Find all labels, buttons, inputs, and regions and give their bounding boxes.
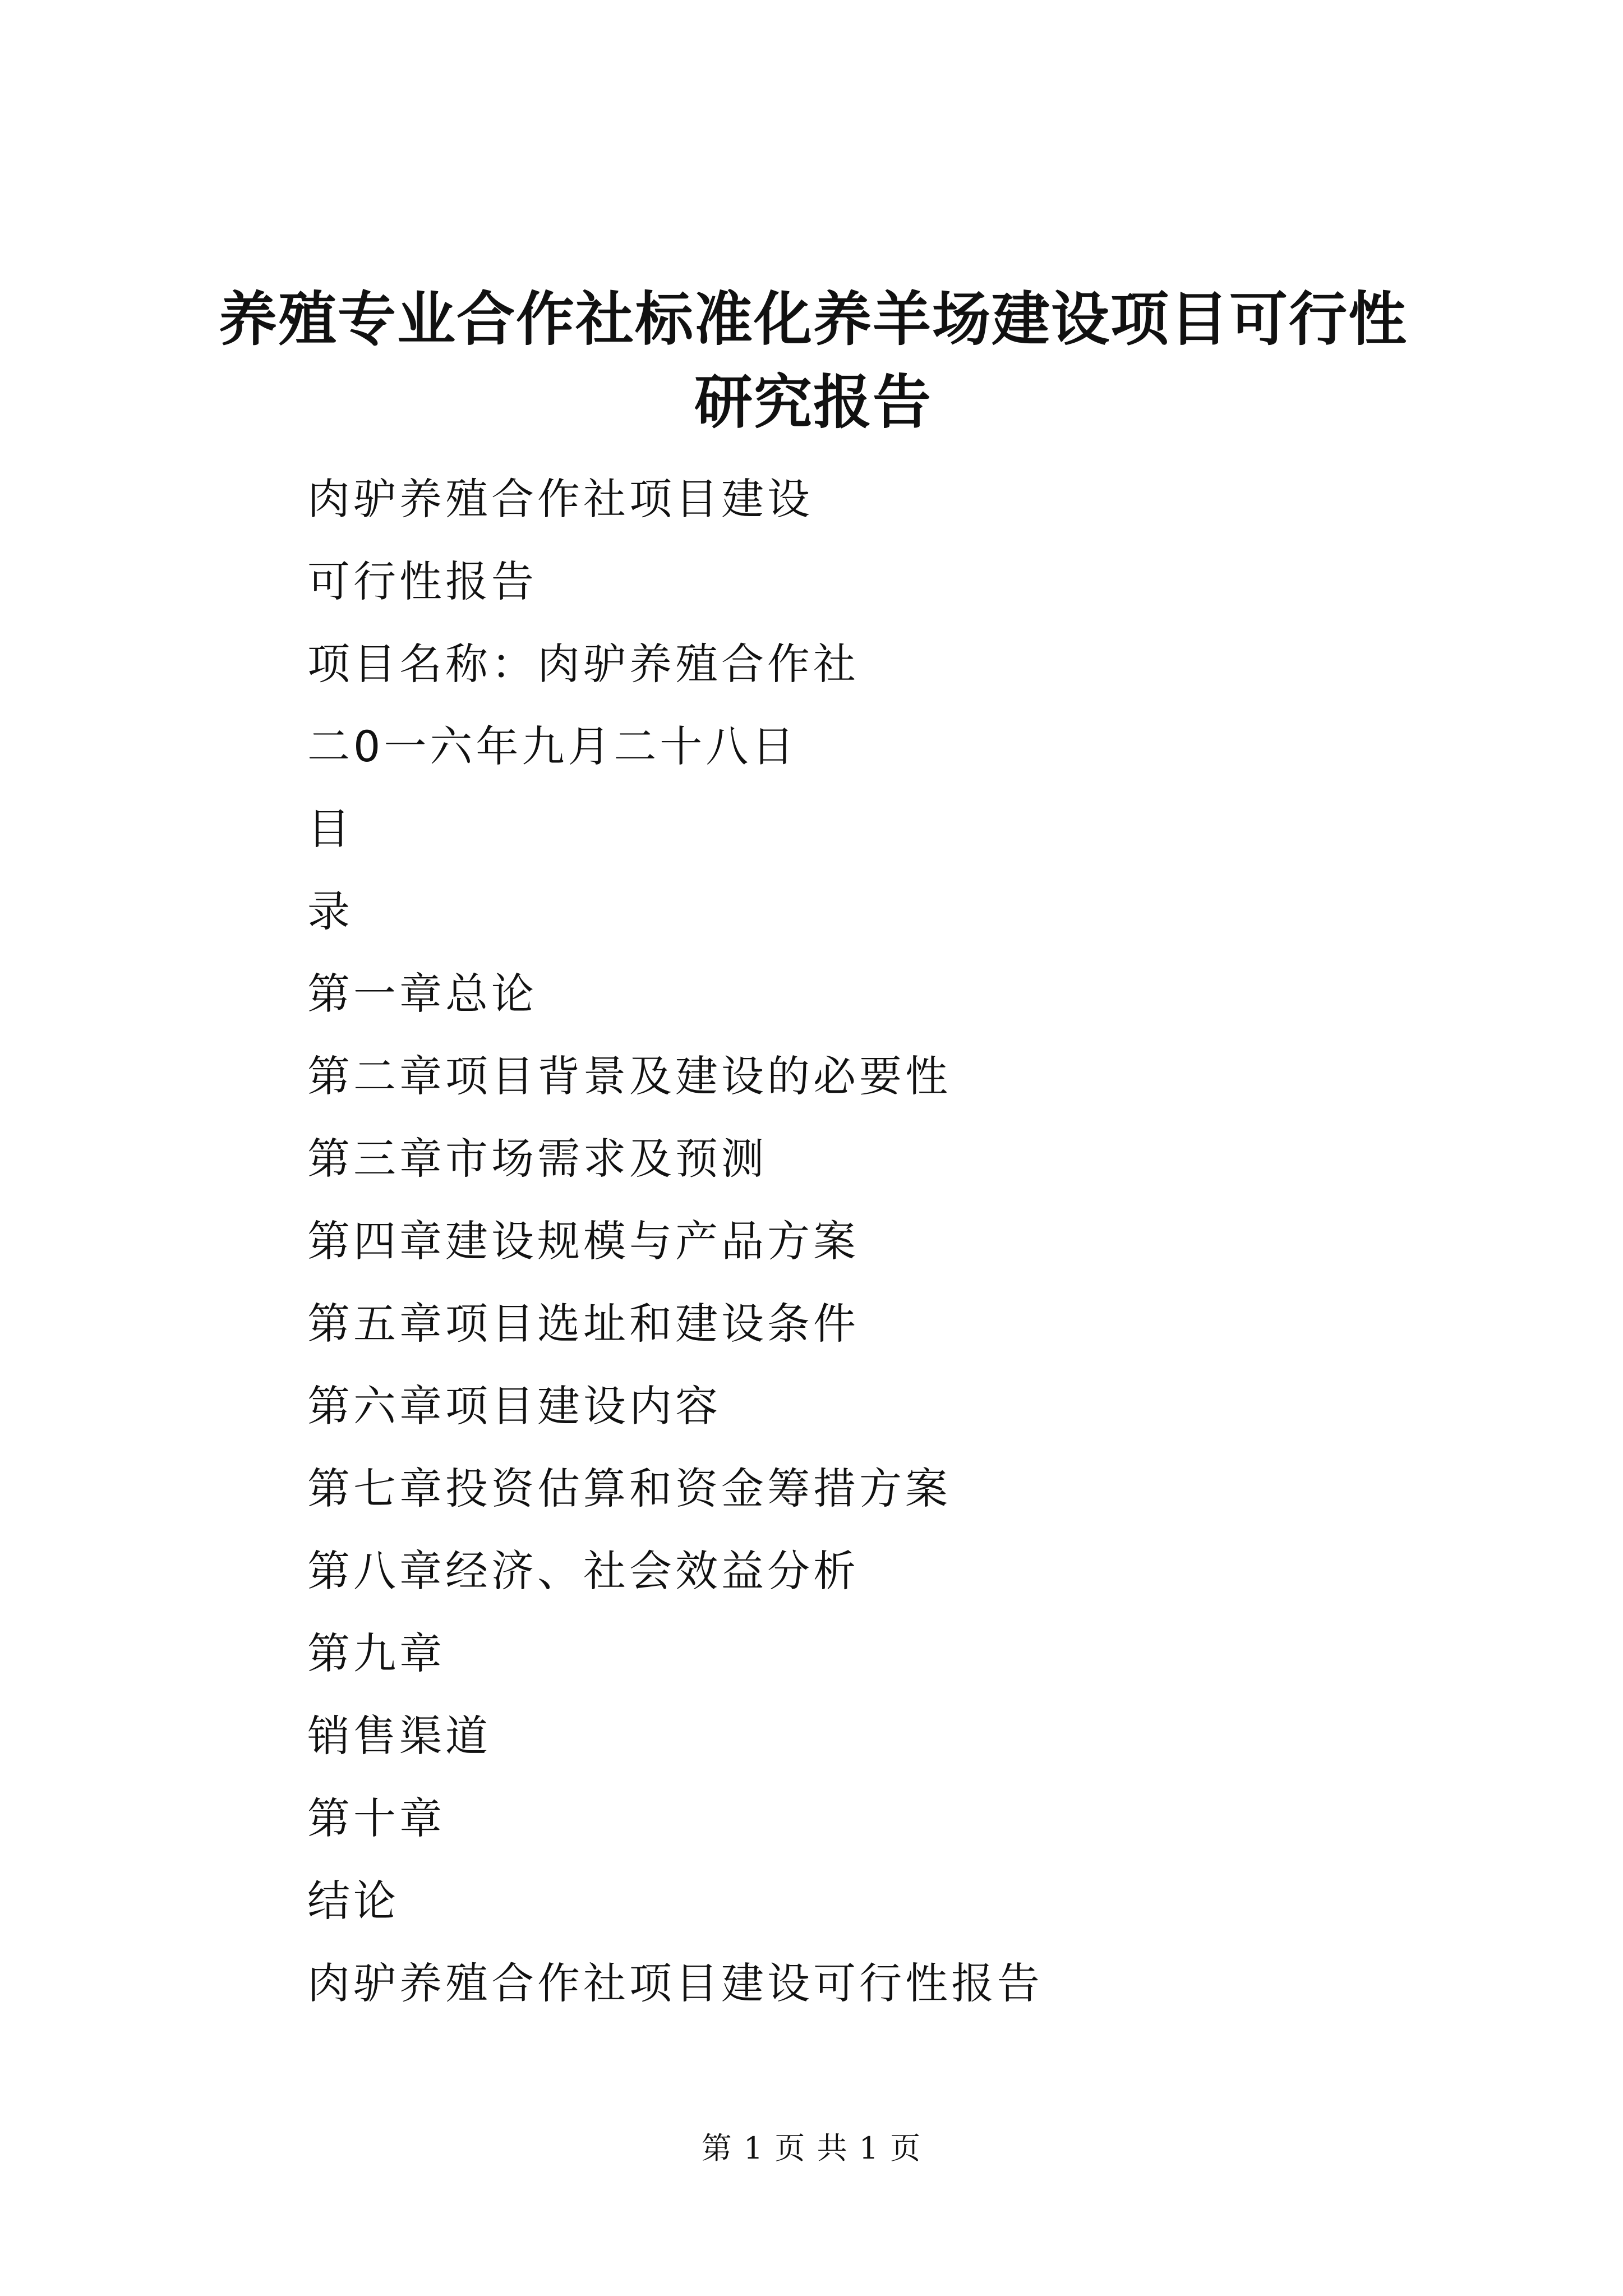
toc-entry: 第四章建设规模与产品方案 [307, 1216, 859, 1266]
toc-entry: 销售渠道 [307, 1711, 491, 1761]
toc-entry: 第六章项目建设内容 [307, 1381, 721, 1431]
toc-entry: 第八章经济、社会效益分析 [307, 1546, 859, 1596]
body-line: 项目名称：肉驴养殖合作社 [307, 639, 859, 689]
toc-entry: 第七章投资估算和资金筹措方案 [307, 1464, 951, 1513]
toc-entry: 第三章市场需求及预测 [307, 1134, 767, 1184]
toc-entry: 第十章 [307, 1793, 445, 1843]
document-body [307, 471, 1429, 2038]
title-line-1: 养殖专业合作社标准化养羊场建设项目可行性 [218, 285, 1408, 353]
body-line: 可行性报告 [307, 556, 537, 606]
page-footer: 第 1 页 共 1 页 [701, 2131, 922, 2166]
document-title [213, 278, 1413, 444]
toc-heading-part: 录 [307, 886, 353, 936]
title-line-2: 研究报告 [694, 368, 932, 436]
toc-entry: 结论 [307, 1876, 399, 1926]
toc-entry: 第五章项目选址和建设条件 [307, 1299, 859, 1349]
toc-entry: 第九章 [307, 1628, 445, 1678]
body-line: 二0一六年九月二十八日 [307, 721, 798, 771]
toc-heading-part: 目 [307, 804, 353, 854]
body-line: 肉驴养殖合作社项目建设 [307, 474, 813, 524]
toc-entry: 第二章项目背景及建设的必要性 [307, 1051, 951, 1101]
toc-entry: 第一章总论 [307, 969, 537, 1019]
body-line: 肉驴养殖合作社项目建设可行性报告 [307, 1958, 1043, 2008]
